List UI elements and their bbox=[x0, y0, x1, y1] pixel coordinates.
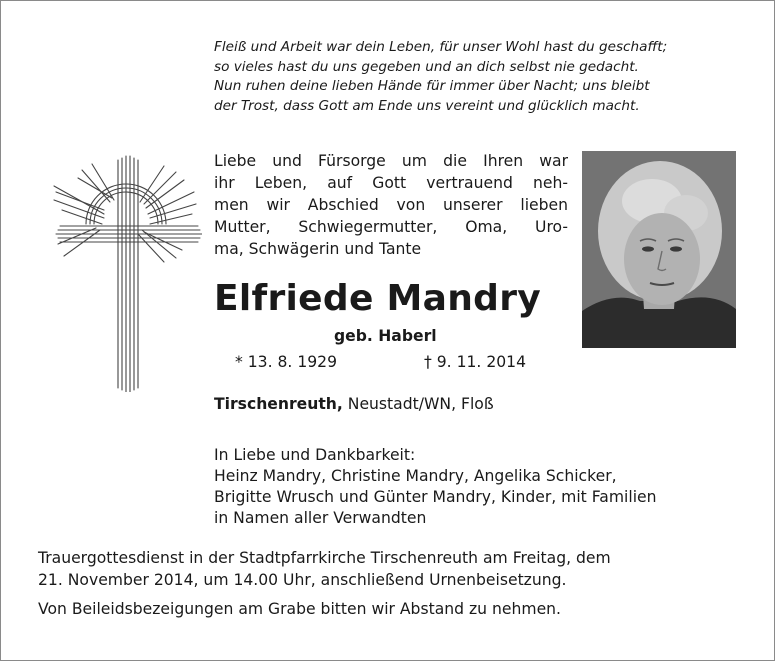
intro-line: Mutter, Schwiegermutter, Oma, Uro- bbox=[214, 218, 568, 236]
intro-line: men wir Abschied von unserer lieben bbox=[214, 196, 568, 214]
mourners-line: Heinz Mandry, Christine Mandry, Angelika Schicker, bbox=[214, 467, 617, 485]
poem-line: Nun ruhen deine lieben Hände für immer über Nacht; uns bleibt bbox=[214, 78, 650, 94]
maiden-name: geb. Haberl bbox=[334, 327, 437, 345]
service-info bbox=[38, 547, 611, 591]
intro-line: ihr Leben, auf Gott vertrauend neh- bbox=[214, 174, 568, 192]
places-main: Tirschenreuth, bbox=[214, 395, 343, 413]
condolence-note: Von Beileidsbezeigungen am Grabe bitten wir Abstand zu nehmen. bbox=[38, 600, 561, 618]
portrait-photo bbox=[582, 151, 736, 348]
cross-with-rays-icon bbox=[52, 152, 202, 392]
poem-line: der Trost, dass Gott am Ende uns vereint und glücklich macht. bbox=[214, 97, 640, 114]
service-line: 21. November 2014, um 14.00 Uhr, anschließend Urnenbeisetzung. bbox=[38, 571, 567, 589]
intro-line: Liebe und Fürsorge um die Ihren war bbox=[214, 152, 568, 170]
poem-line: Fleiß und Arbeit war dein Leben, für unser Wohl hast du geschafft; bbox=[214, 39, 668, 55]
mourners-line: Brigitte Wrusch und Günter Mandry, Kinder, mit Familien bbox=[214, 488, 657, 506]
deceased-name: Elfriede Mandry bbox=[214, 278, 542, 319]
places bbox=[214, 393, 494, 415]
mourners-line: in Namen aller Verwandten bbox=[214, 509, 427, 527]
poem bbox=[214, 38, 744, 116]
mourners-line: In Liebe und Dankbarkeit: bbox=[214, 446, 416, 464]
birth-date: * 13. 8. 1929 bbox=[235, 353, 338, 371]
intro-text bbox=[214, 150, 568, 260]
mourners bbox=[214, 445, 657, 529]
service-line: Trauergottesdienst in der Stadtpfarrkirche Tirschenreuth am Freitag, dem bbox=[38, 549, 611, 567]
intro-line: ma, Schwägerin und Tante bbox=[214, 240, 422, 258]
places-other: Neustadt/WN, Floß bbox=[342, 395, 494, 413]
poem-line: so vieles hast du uns gegeben und an dich selbst nie gedacht. bbox=[214, 58, 639, 75]
death-date: † 9. 11. 2014 bbox=[424, 353, 527, 371]
